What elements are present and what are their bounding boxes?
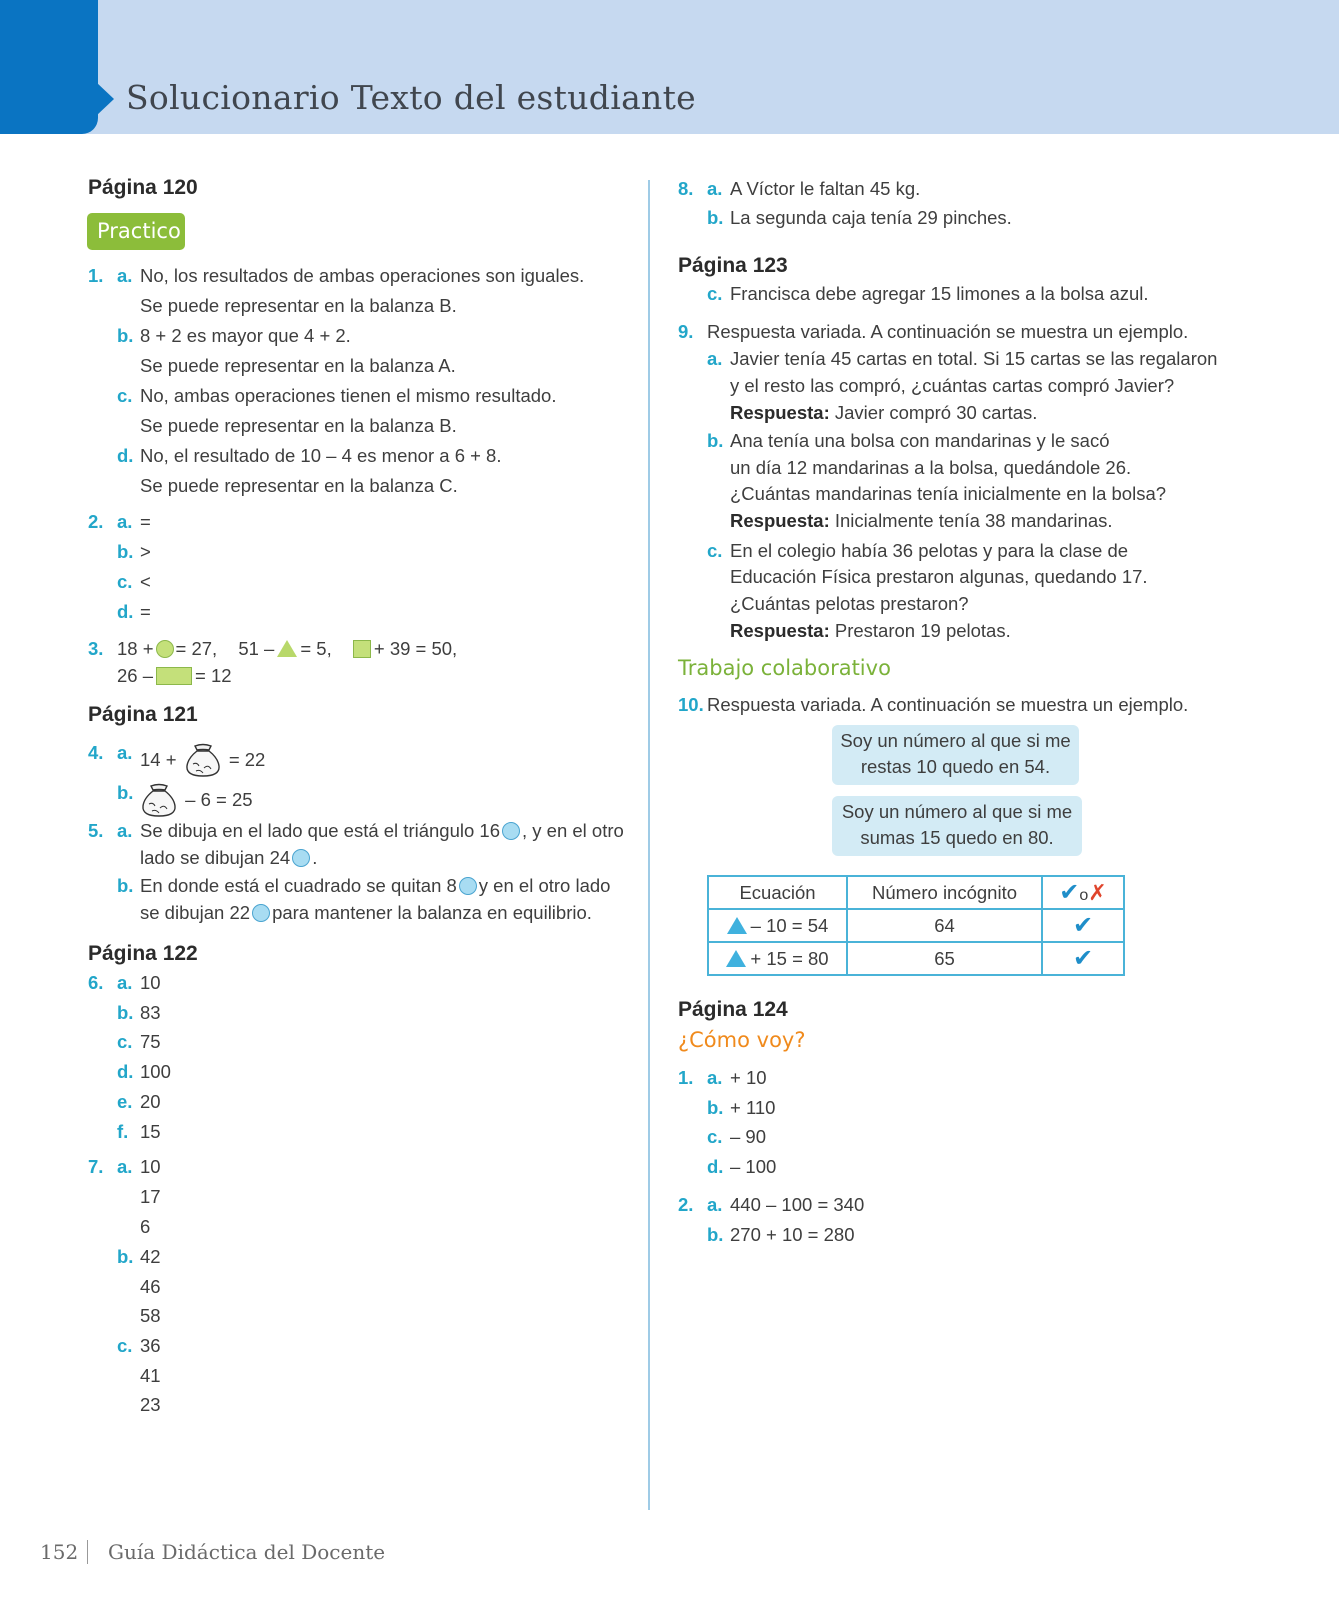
- q1b-line2: Se puede representar en la balanza A.: [140, 355, 456, 376]
- q5a-line2-post: .: [312, 847, 318, 868]
- q4a-pre: 14 +: [140, 749, 177, 770]
- section-practico: Practico: [87, 213, 185, 250]
- q10-intro: Respuesta variada. A continuación se muestra un ejemplo.: [707, 694, 1189, 715]
- row1-equation-text: – 10 = 54: [750, 914, 829, 936]
- cv1d-answer: – 100: [730, 1156, 777, 1177]
- heading-pagina-120: Página 120: [88, 176, 198, 199]
- q6f-letter: f.: [117, 1121, 129, 1142]
- q9c-response: [730, 620, 1011, 642]
- q1a-line2: Se puede representar en la balanza B.: [140, 295, 457, 316]
- q2c-answer: <: [140, 571, 151, 592]
- q7c-value1: 36: [140, 1335, 161, 1356]
- q1d-line1: No, el resultado de 10 – 4 es menor a 6 + 8.: [140, 445, 502, 466]
- q6c-answer: 75: [140, 1031, 161, 1052]
- section-como-voy: ¿Cómo voy?: [678, 1028, 806, 1052]
- green-triangle-icon: [277, 640, 297, 657]
- q6f-answer: 15: [140, 1121, 161, 1142]
- cv1d-letter: d.: [707, 1156, 724, 1177]
- q2c-letter: c.: [117, 571, 133, 592]
- heading-pagina-123: Página 123: [678, 254, 788, 277]
- q9c-letter: c.: [707, 540, 723, 561]
- q6b-letter: b.: [117, 1002, 134, 1023]
- q6a-answer: 10: [140, 972, 161, 993]
- section-trabajo-colaborativo: Trabajo colaborativo: [678, 656, 891, 680]
- q7b-value2: 46: [140, 1276, 161, 1297]
- q9a-line2: y el resto las compró, ¿cuántas cartas compró Javier?: [730, 375, 1175, 396]
- blue-triangle-icon: [727, 917, 747, 934]
- q3-number: 3.: [88, 638, 104, 659]
- header-ecuacion: Ecuación: [708, 876, 847, 909]
- q9-intro: Respuesta variada. A continuación se muestra un ejemplo.: [707, 321, 1189, 342]
- q7b-value1: 42: [140, 1246, 161, 1267]
- response-label: Respuesta:: [730, 402, 830, 423]
- row2-number: 65: [847, 942, 1042, 975]
- q5a-letter: a.: [117, 820, 133, 841]
- q9b-letter: b.: [707, 430, 724, 451]
- speech-bubble-2: [832, 796, 1082, 856]
- cv2a-letter: a.: [707, 1194, 723, 1215]
- green-circle-icon: [156, 640, 174, 658]
- q5b-line1-post: y en el otro lado: [478, 875, 611, 896]
- q5a-line1-pre: Se dibuja en el lado que está el triángulo 16: [140, 820, 500, 841]
- q2d-letter: d.: [117, 601, 134, 622]
- q5b-line2-pre: se dibujan 22: [140, 902, 251, 923]
- bubble1-line2: restas 10 quedo en 54.: [860, 756, 1051, 777]
- row1-equation: [708, 909, 847, 942]
- q9-number: 9.: [678, 321, 694, 342]
- footer-book-title: Guía Didáctica del Docente: [108, 1540, 386, 1564]
- q1b-letter: b.: [117, 325, 134, 346]
- q7c-value2: 41: [140, 1365, 161, 1386]
- cv1b-answer: + 110: [730, 1097, 776, 1118]
- q7b-letter: b.: [117, 1246, 134, 1267]
- q5a-line2: [140, 847, 317, 869]
- q6a-letter: a.: [117, 972, 133, 993]
- row2-equation-text: + 15 = 80: [750, 947, 829, 969]
- header-numero-incognito: Número incógnito: [847, 876, 1042, 909]
- q1d-line2: Se puede representar en la balanza C.: [140, 475, 458, 496]
- cv1b-letter: b.: [707, 1097, 724, 1118]
- check-icon: ✔: [1072, 945, 1094, 972]
- response-text: Javier compró 30 cartas.: [834, 402, 1038, 423]
- q3-part5: + 39 = 50,: [373, 638, 458, 659]
- q1a-letter: a.: [117, 265, 133, 286]
- q1c-line2: Se puede representar en la balanza B.: [140, 415, 457, 436]
- table-header-row: [708, 876, 1124, 909]
- header-tab: [0, 0, 98, 134]
- row2-mark: [1042, 942, 1124, 975]
- blue-circle-icon: [502, 822, 520, 840]
- q9b-line3: ¿Cuántas mandarinas tenía inicialmente en la bolsa?: [730, 483, 1167, 504]
- q7a-value2: 17: [140, 1186, 161, 1207]
- cv1a-letter: a.: [707, 1067, 723, 1088]
- green-rectangle-icon: [156, 667, 192, 685]
- q6c-letter: c.: [117, 1031, 133, 1052]
- blue-triangle-icon: [726, 950, 746, 967]
- blue-circle-icon: [252, 904, 270, 922]
- cv2a-answer: 440 – 100 = 340: [730, 1194, 865, 1215]
- cv1a-answer: + 10: [730, 1067, 767, 1088]
- equation-table: [707, 875, 1125, 976]
- blue-circle-icon: [292, 849, 310, 867]
- p123c-answer: Francisca debe agregar 15 limones a la bolsa azul.: [730, 283, 1149, 304]
- q4a-post: = 22: [228, 749, 266, 770]
- bubble1-line1: Soy un número al que si me: [840, 730, 1071, 751]
- q9b-response: [730, 510, 1113, 532]
- check-icon: ✔: [1059, 879, 1080, 906]
- q8a-letter: a.: [707, 178, 723, 199]
- cv2b-letter: b.: [707, 1224, 724, 1245]
- q7b-value3: 58: [140, 1305, 161, 1326]
- q9a-line1: Javier tenía 45 cartas en total. Si 15 cartas se las regalaron: [730, 348, 1218, 369]
- page-title: Solucionario Texto del estudiante: [126, 78, 696, 117]
- q9c-line2: Educación Física prestaron algunas, quedando 17.: [730, 566, 1148, 587]
- q3-part1: 18 +: [117, 638, 154, 659]
- q4a-letter: a.: [117, 742, 133, 763]
- header-check-or-cross: [1042, 876, 1124, 909]
- q5a-line1: [140, 820, 624, 842]
- q3-part2: = 27,: [175, 638, 218, 659]
- footer-separator: [87, 1540, 88, 1564]
- blue-circle-icon: [459, 877, 477, 895]
- q4b-letter: b.: [117, 782, 134, 803]
- row1-number: 64: [847, 909, 1042, 942]
- response-label: Respuesta:: [730, 510, 830, 531]
- q6-number: 6.: [88, 972, 104, 993]
- q4a-equation: [140, 742, 265, 778]
- cross-icon: ✗: [1088, 880, 1107, 905]
- q3-line1: [117, 638, 457, 660]
- q2b-answer: >: [140, 541, 151, 562]
- q6e-letter: e.: [117, 1091, 133, 1112]
- q8b-letter: b.: [707, 207, 724, 228]
- q5a-line2-pre: lado se dibujan 24: [140, 847, 291, 868]
- q4b-post: – 6 = 25: [185, 789, 253, 810]
- q9b-line2: un día 12 mandarinas a la bolsa, quedándole 26.: [730, 457, 1132, 478]
- q5b-letter: b.: [117, 875, 134, 896]
- bubble2-line2: sumas 15 quedo en 80.: [860, 827, 1054, 848]
- column-divider: [648, 180, 650, 1510]
- q9b-line1: Ana tenía una bolsa con mandarinas y le sacó: [730, 430, 1110, 451]
- header-o: o: [1079, 887, 1089, 904]
- q1c-letter: c.: [117, 385, 133, 406]
- q9c-line3: ¿Cuántas pelotas prestaron?: [730, 593, 969, 614]
- q3-part4: = 5,: [300, 638, 332, 659]
- cv1-number: 1.: [678, 1067, 694, 1088]
- q1c-line1: No, ambas operaciones tienen el mismo resultado.: [140, 385, 557, 406]
- heading-pagina-121: Página 121: [88, 703, 198, 726]
- p123c-letter: c.: [707, 283, 723, 304]
- speech-bubble-1: [832, 725, 1079, 785]
- q8-number: 8.: [678, 178, 694, 199]
- q5b-line1-pre: En donde está el cuadrado se quitan 8: [140, 875, 457, 896]
- cv2-number: 2.: [678, 1194, 694, 1215]
- q7a-letter: a.: [117, 1156, 133, 1177]
- q2a-letter: a.: [117, 511, 133, 532]
- q7c-letter: c.: [117, 1335, 133, 1356]
- table-row: [708, 942, 1124, 975]
- q4-number: 4.: [88, 742, 104, 763]
- green-square-icon: [353, 640, 371, 658]
- cv1c-letter: c.: [707, 1126, 723, 1147]
- q3-line2: [117, 665, 232, 687]
- header-arrow-icon: [96, 82, 114, 116]
- q8a-answer: A Víctor le faltan 45 kg.: [730, 178, 921, 199]
- q1-number: 1.: [88, 265, 104, 286]
- q2a-answer: =: [140, 511, 151, 532]
- q2d-answer: =: [140, 601, 151, 622]
- q6d-answer: 100: [140, 1061, 171, 1082]
- sack-icon: [184, 742, 222, 778]
- bubble2-line1: Soy un número al que si me: [841, 801, 1073, 822]
- q3-part7: = 12: [195, 665, 232, 686]
- footer-page-number: 152: [40, 1540, 79, 1564]
- cv1c-answer: – 90: [730, 1126, 767, 1147]
- q8b-answer: La segunda caja tenía 29 pinches.: [730, 207, 1012, 228]
- cv2b-answer: 270 + 10 = 280: [730, 1224, 855, 1245]
- q6d-letter: d.: [117, 1061, 134, 1082]
- q5b-line2: [140, 902, 592, 924]
- q5a-line1-post: , y en el otro: [522, 820, 624, 841]
- heading-pagina-124: Página 124: [678, 998, 788, 1021]
- q7-number: 7.: [88, 1156, 104, 1177]
- q3-part6: 26 –: [117, 665, 154, 686]
- q1a-line1: No, los resultados de ambas operaciones son iguales.: [140, 265, 585, 286]
- q4b-equation: [138, 782, 253, 818]
- heading-pagina-122: Página 122: [88, 942, 198, 965]
- row2-equation: [708, 942, 847, 975]
- table-row: [708, 909, 1124, 942]
- q7a-value1: 10: [140, 1156, 161, 1177]
- row1-mark: [1042, 909, 1124, 942]
- sack-icon: [140, 782, 178, 818]
- q6b-answer: 83: [140, 1002, 161, 1023]
- q5b-line2-post: para mantener la balanza en equilibrio.: [272, 902, 592, 923]
- response-text: Inicialmente tenía 38 mandarinas.: [834, 510, 1113, 531]
- q9c-line1: En el colegio había 36 pelotas y para la clase de: [730, 540, 1129, 561]
- q10-number: 10.: [678, 694, 704, 715]
- q2-number: 2.: [88, 511, 104, 532]
- q3-part3: 51 –: [238, 638, 275, 659]
- response-label: Respuesta:: [730, 620, 830, 641]
- q5-number: 5.: [88, 820, 104, 841]
- q7a-value3: 6: [140, 1216, 151, 1237]
- q7c-value3: 23: [140, 1394, 161, 1415]
- check-icon: ✔: [1072, 912, 1094, 939]
- q9a-letter: a.: [707, 348, 723, 369]
- q9a-response: [730, 402, 1037, 424]
- q1d-letter: d.: [117, 445, 134, 466]
- q1b-line1: 8 + 2 es mayor que 4 + 2.: [140, 325, 351, 346]
- response-text: Prestaron 19 pelotas.: [834, 620, 1011, 641]
- q5b-line1: [140, 875, 610, 897]
- q6e-answer: 20: [140, 1091, 161, 1112]
- q2b-letter: b.: [117, 541, 134, 562]
